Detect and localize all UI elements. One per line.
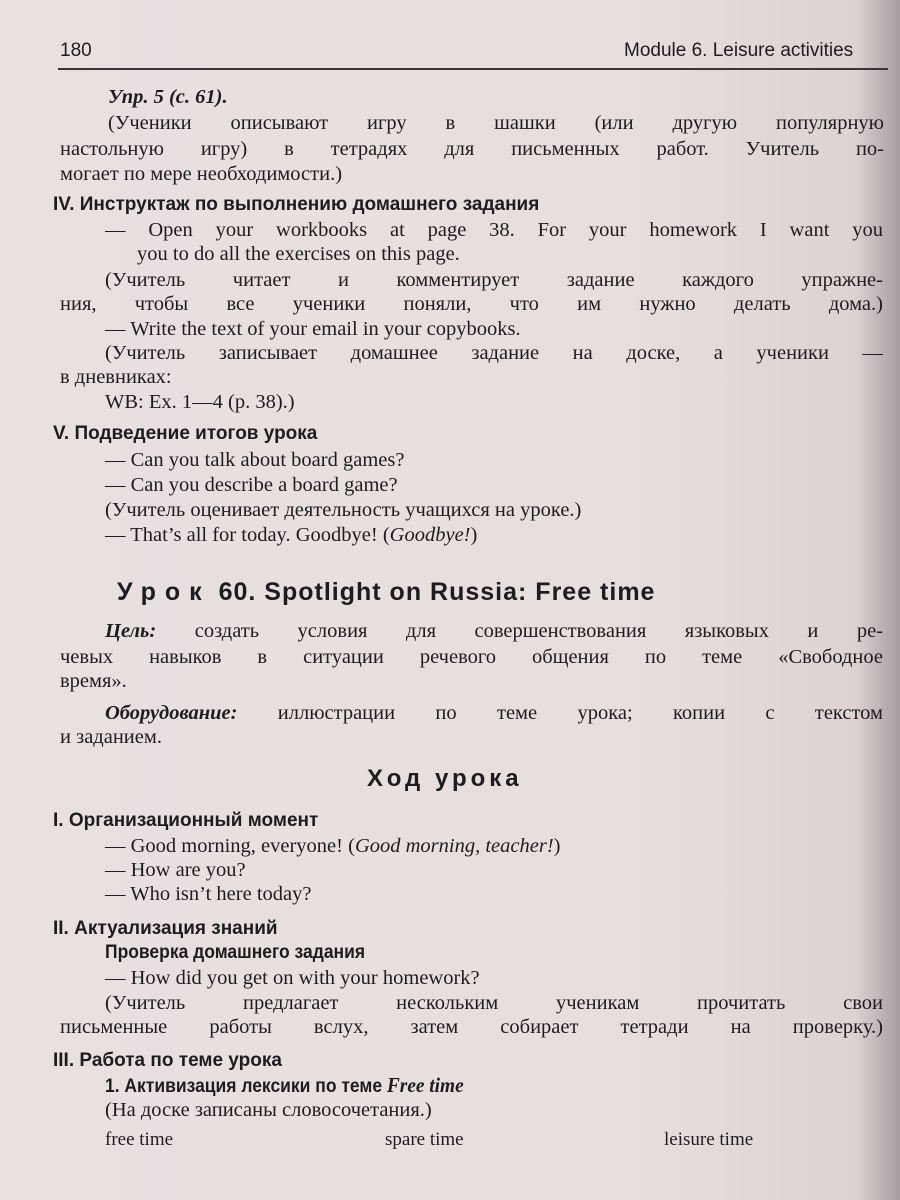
course-title: Ход урока	[367, 765, 523, 792]
italic-text: Goodbye!	[389, 524, 471, 546]
word-item: leisure time	[664, 1129, 754, 1150]
text: иллюстрации по теме урока; копии с текстом	[277, 702, 883, 724]
text-line	[105, 619, 883, 643]
section-heading: II. Актуализация знаний	[53, 918, 278, 939]
lesson-name: 60. Spotlight on Russia: Free time	[218, 578, 656, 606]
text-line: (Учитель предлагает нескольким ученикам прочитать свои	[105, 992, 883, 1014]
section-heading: I. Организационный момент	[53, 810, 319, 831]
text-line: (На доске записаны словосочетания.)	[105, 1099, 432, 1121]
text-line: — Write the text of your email in your copybooks.	[105, 318, 521, 340]
text-line: (Учитель читает и комментирует задание каждого упражне-	[105, 269, 883, 291]
text-line: и заданием.	[60, 726, 162, 748]
text: — That’s all for today. Goodbye! (	[105, 524, 390, 546]
goal-label: Цель:	[105, 620, 157, 642]
equipment-label: Оборудование:	[105, 702, 238, 724]
word-item: free time	[105, 1129, 174, 1150]
text: — Good morning, everyone! (	[105, 835, 355, 857]
text: создать условия для совершенствования языковых и ре-	[194, 620, 883, 642]
lesson-label: Урок	[117, 578, 211, 606]
text-line: you to do all the exercises on this page.	[137, 243, 460, 265]
text: )	[470, 524, 478, 546]
text-line: могает по мере необходимости.)	[60, 163, 343, 185]
text-line: чевых навыков в ситуации речевого общения по теме «Свободное	[60, 646, 883, 668]
text-line	[105, 834, 560, 858]
text-line: в дневниках:	[60, 366, 172, 388]
text-line: — Who isn’t here today?	[105, 883, 312, 905]
text: )	[553, 835, 561, 857]
running-title: Module 6. Leisure activities	[624, 40, 854, 61]
text-line: (Учитель записывает домашнее задание на доске, а ученики —	[105, 342, 883, 364]
header-rule	[58, 68, 888, 70]
page-number: 180	[60, 40, 92, 61]
text-line: — Can you describe a board game?	[105, 474, 398, 496]
text-line	[105, 523, 477, 547]
text-line: время».	[60, 670, 127, 692]
text-line	[105, 701, 883, 725]
text-line: (Учитель оценивает деятельность учащихся на уроке.)	[105, 499, 582, 521]
text-line: — How are you?	[105, 859, 246, 881]
text: 1. Активизация лексики по теме	[105, 1076, 387, 1097]
text-line: — Open your workbooks at page 38. For your homework I want you	[105, 219, 883, 241]
text-line: WB: Ex. 1—4 (p. 38).)	[105, 391, 295, 413]
italic-text: Free time	[386, 1073, 464, 1097]
text-line: — Can you talk about board games?	[105, 449, 405, 471]
italic-text: Good morning, teacher!	[354, 835, 554, 857]
section-heading: III. Работа по теме урока	[53, 1050, 282, 1071]
word-item: spare time	[385, 1129, 464, 1150]
section-heading: V. Подведение итогов урока	[53, 423, 318, 444]
text-line: — How did you get on with your homework?	[105, 967, 480, 989]
text-line: настольную игру) в тетрадях для письменных работ. Учитель по-	[60, 138, 884, 160]
subheading: Проверка домашнего задания	[105, 942, 366, 963]
section-heading: IV. Инструктаж по выполнению домашнего задания	[53, 194, 540, 215]
text-line: письменные работы вслух, затем собирает тетради на проверку.)	[60, 1016, 883, 1038]
text-line: (Ученики описывают игру в шашки (или другую популярную	[108, 112, 884, 134]
text-line: ния, чтобы все ученики поняли, что им нужно делать дома.)	[60, 293, 883, 315]
subheading	[105, 1073, 464, 1099]
lesson-title	[117, 580, 655, 604]
exercise-ref: Упр. 5 (с. 61).	[108, 86, 228, 108]
